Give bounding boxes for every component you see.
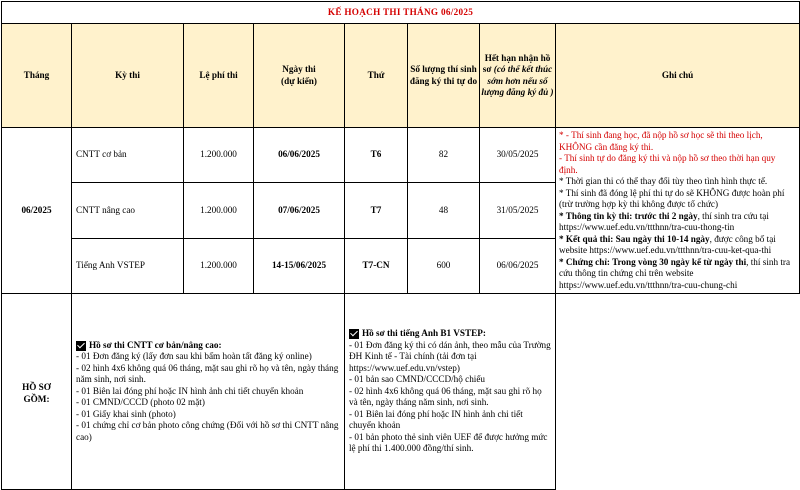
note-certificate xyxy=(559,257,796,292)
exam-count: 82 xyxy=(408,128,480,183)
list-item: - 01 Biên lai đóng phí hoặc IN hình ảnh chi tiết chuyển khoản xyxy=(76,385,304,396)
documents-cntt-title-text: Hồ sơ thi CNTT cơ bản/nâng cao: xyxy=(89,339,222,350)
list-item: - 02 hình 4x6 không quá 06 tháng, mặt sau ghi rõ họ và tên, ngày tháng năm sinh, nơi sinh. xyxy=(76,362,339,385)
page-title: KẾ HOẠCH THI THÁNG 06/2025 xyxy=(2,2,800,24)
exam-name: CNTT cơ bản xyxy=(72,128,184,183)
note-exam-info-bold: * Thông tin kỳ thi: trước thi 2 ngày xyxy=(559,210,698,221)
header-fee: Lệ phí thi xyxy=(184,24,254,128)
month-cell: 06/2025 xyxy=(2,128,72,294)
note-red-1: * - Thí sinh đang học, đã nộp hồ sơ học sẽ thi theo lịch, KHÔNG cần đăng ký thi. xyxy=(559,130,763,152)
table-row xyxy=(2,128,800,183)
exam-date: 07/06/2025 xyxy=(254,183,345,238)
list-item: - 01 Giấy khai sinh (photo) xyxy=(76,408,176,419)
header-deadline xyxy=(480,24,556,128)
exam-name: Tiếng Anh VSTEP xyxy=(72,238,184,293)
note-time-change: * Thời gian thi có thể thay đổi tùy theo tình hình thực tế. xyxy=(559,176,768,186)
exam-weekday: T7-CN xyxy=(345,238,408,293)
note-certificate-bold: * Chứng chỉ: Trong vòng 30 ngày kể từ ngày thi xyxy=(559,256,747,267)
header-date-line1: Ngày thi xyxy=(282,64,316,74)
exam-deadline: 30/05/2025 xyxy=(480,128,556,183)
documents-label xyxy=(2,294,72,490)
header-date xyxy=(254,24,345,128)
header-count: Số lượng thí sinh đăng ký thi tự do xyxy=(408,24,480,128)
header-month: Tháng xyxy=(2,24,72,128)
exam-deadline: 31/05/2025 xyxy=(480,183,556,238)
exam-fee: 1.200.000 xyxy=(184,183,254,238)
checkbox-icon xyxy=(349,329,359,339)
note-certificate-rest: , thí sinh tra cứu thông tin chứng chỉ trên website https://www.uef.edu.vn/ttthnn/tra-cuu-chung-chi xyxy=(559,256,791,290)
note-exam-info-rest: , thí sinh tra cứu tại https://www.uef.edu.vn/ttthnn/tra-cuu-thong-tin xyxy=(559,210,769,232)
header-weekday: Thứ xyxy=(345,24,408,128)
exam-fee: 1.200.000 xyxy=(184,238,254,293)
notes-cell xyxy=(556,128,800,294)
exam-count: 600 xyxy=(408,238,480,293)
exam-name: CNTT nâng cao xyxy=(72,183,184,238)
documents-cntt-title xyxy=(76,340,340,352)
list-item: - 01 Đơn đăng ký (lấy đơn sau khi bấm hoàn tất đăng ký online) xyxy=(76,351,312,362)
note-red-2: - Thí sinh tự do đăng ký thi và nộp hồ sơ theo thời hạn quy định. xyxy=(559,153,776,175)
exam-weekday: T6 xyxy=(345,128,408,183)
documents-cntt xyxy=(72,294,345,490)
list-item: - 01 bản sao CMND/CCCD/hộ chiếu xyxy=(349,374,486,385)
checkbox-icon xyxy=(76,341,86,351)
documents-vstep xyxy=(345,294,556,490)
note-results-bold: * Kết quả thi: Sau ngày thi 10-14 ngày xyxy=(559,233,710,244)
exam-deadline: 06/06/2025 xyxy=(480,238,556,293)
exam-date: 06/06/2025 xyxy=(254,128,345,183)
list-item: - 01 bản photo thẻ sinh viên UEF để được hưởng mức lệ phí thi 1.400.000 đồng/thí sinh. xyxy=(349,431,548,454)
header-deadline-note: (có thể kết thúc sớm hơn nếu số lượng đăng ký đủ ) xyxy=(481,64,554,97)
header-date-line2: (dự kiến) xyxy=(281,75,317,86)
schedule-table xyxy=(1,1,800,490)
header-notes: Ghi chú xyxy=(556,24,800,128)
documents-label-line1: HỒ SƠ xyxy=(22,382,51,392)
exam-schedule xyxy=(1,1,799,454)
header-deadline-main: Hết hạn nhận hồ sơ xyxy=(482,52,551,74)
list-item: - 01 Đơn đăng ký thi có dán ảnh, theo mẫu của Trường ĐH Kinh tế - Tài chính (tải đơn tại https://www.uef.edu.vn/vstep) xyxy=(349,339,551,373)
exam-fee: 1.200.000 xyxy=(184,128,254,183)
header-row xyxy=(2,24,800,128)
note-exam-info xyxy=(559,211,796,234)
list-item: - 02 hình 4x6 không quá 06 tháng, mặt sau ghi rõ họ và tên, ngày tháng năm sinh, nơi sinh. xyxy=(349,385,542,408)
exam-weekday: T7 xyxy=(345,183,408,238)
list-item: - 01 chứng chỉ cơ bản photo công chứng (Đối với hồ sơ thi CNTT nâng cao) xyxy=(76,420,339,442)
documents-vstep-title xyxy=(349,328,551,340)
header-exam: Kỳ thi xyxy=(72,24,184,128)
documents-row xyxy=(2,294,800,490)
note-results-rest: , được công bố tại website https://www.uef.edu.vn/ttthnn/tra-cuu-ket-qua-thi xyxy=(559,233,776,255)
list-item: - 01 Biên lai đóng phí hoặc IN hình ảnh chi tiết chuyển khoản xyxy=(349,408,523,431)
note-results xyxy=(559,234,796,257)
list-item: - 01 CMND/CCCD (photo 02 mặt) xyxy=(76,397,205,408)
exam-date: 14-15/06/2025 xyxy=(254,238,345,293)
documents-vstep-title-text: Hồ sơ thi tiếng Anh B1 VSTEP: xyxy=(362,328,486,339)
note-no-refund: * Thí sinh đã đóng lệ phí thi tự do sẽ KHÔNG được hoàn phí (trừ trường hợp kỳ thi không được tổ chức) xyxy=(559,187,785,209)
documents-label-line2: GỒM: xyxy=(23,393,50,404)
exam-count: 48 xyxy=(408,183,480,238)
